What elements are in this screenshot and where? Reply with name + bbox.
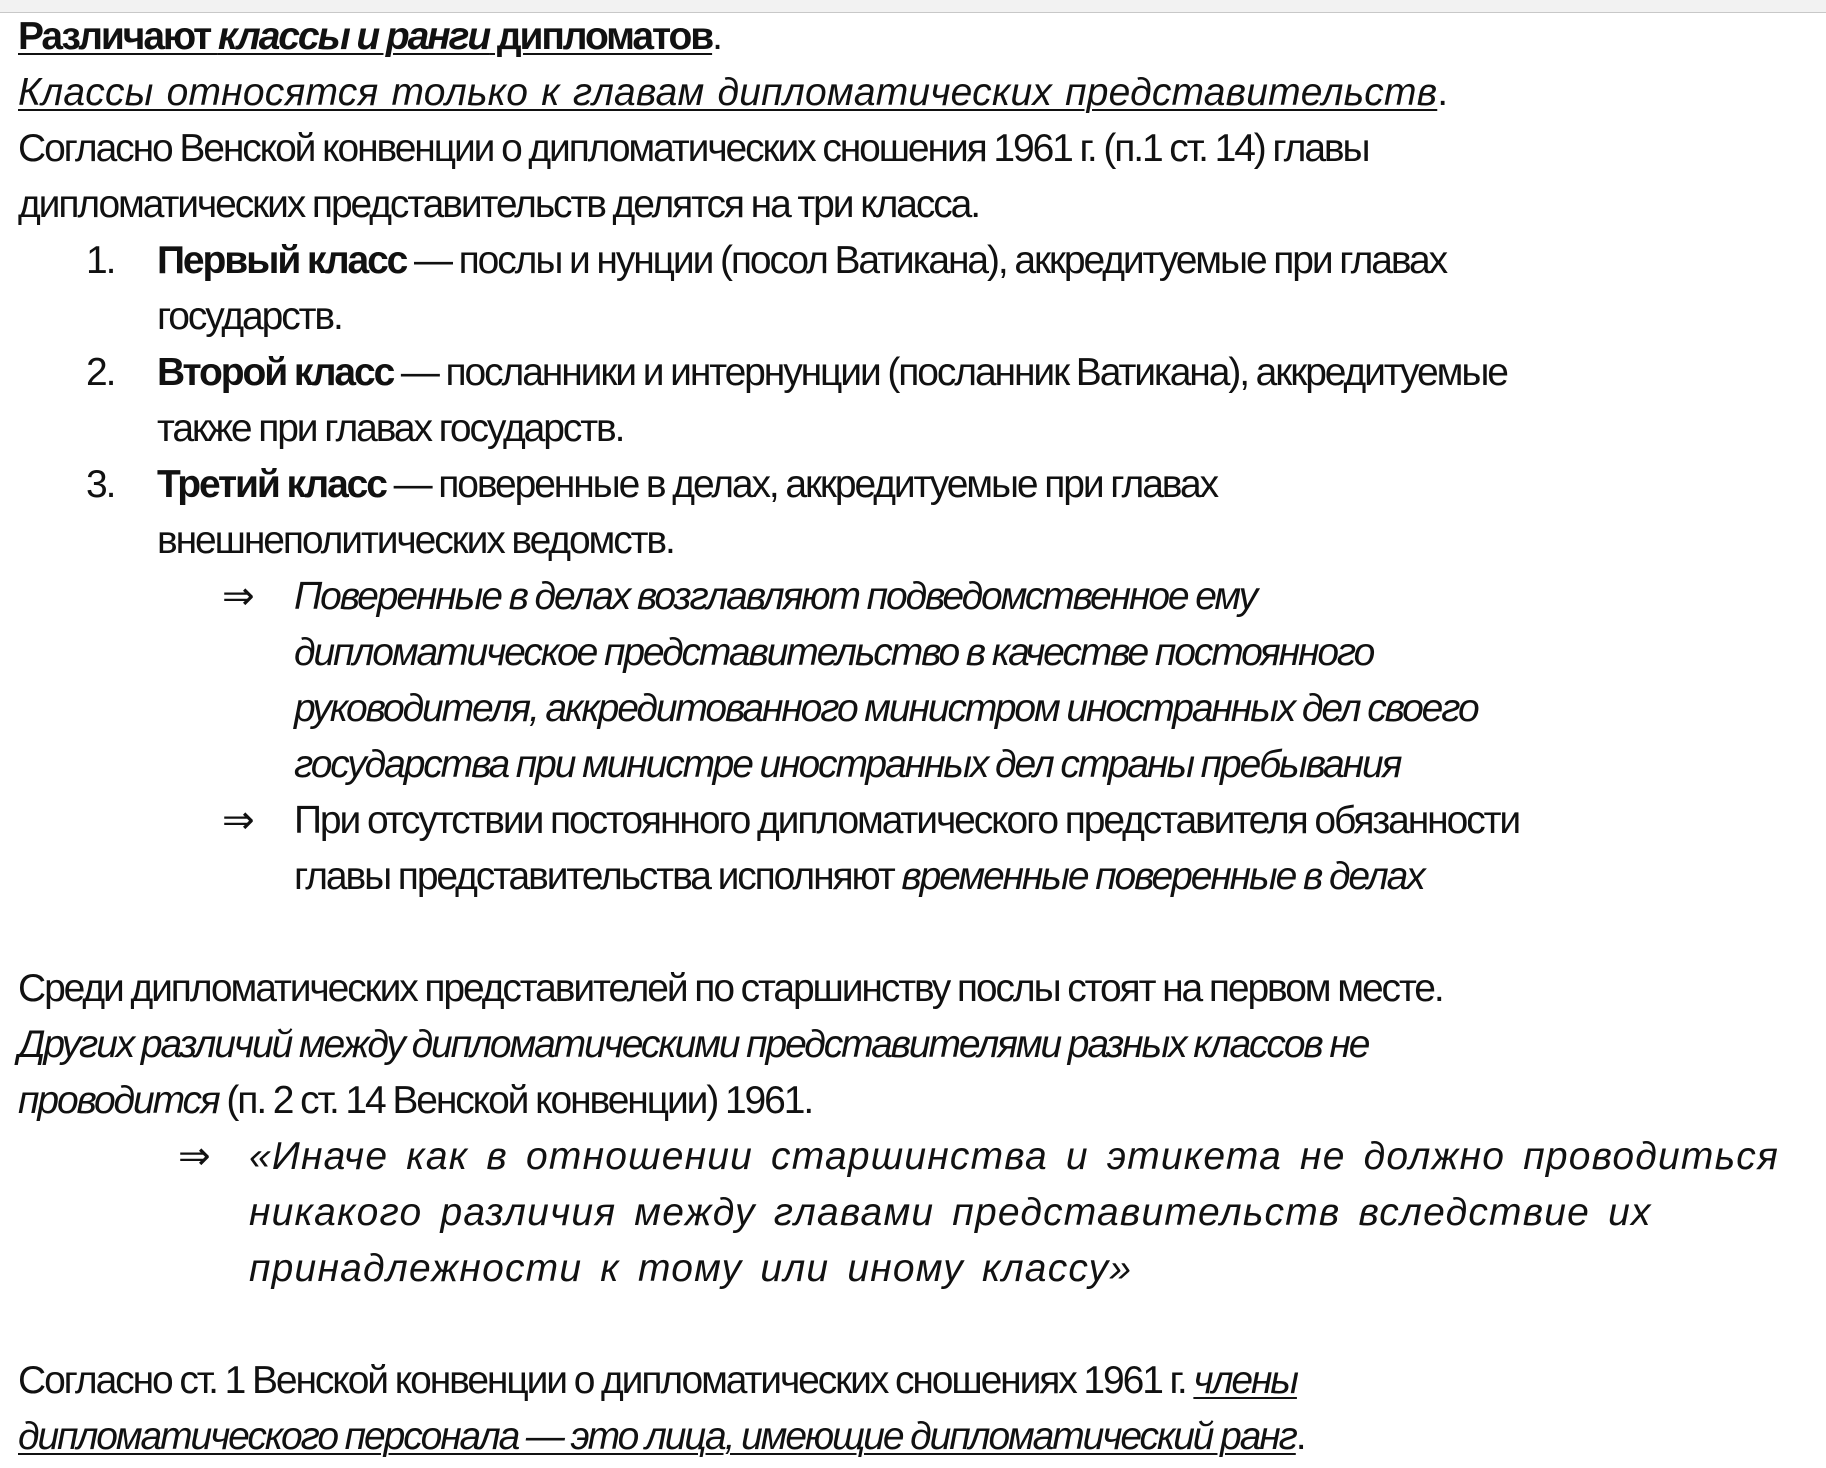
list-item-text-cont: также при главах государств.: [157, 407, 624, 450]
list-number: 2.: [86, 351, 115, 394]
arrow-icon: ⇒: [222, 575, 255, 618]
arrow-bullet-chargé: [18, 569, 1818, 793]
bullet-line: При отсутствии постоянного дипломатического представителя обязанности: [294, 799, 1520, 842]
classes-note-period: .: [1437, 71, 1449, 114]
heading: [18, 9, 1818, 65]
bullet-line: руководителя, аккредитованного министром иностранных дел своего: [294, 687, 1478, 730]
bullet-line: Поверенные в делах возглавляют подведомственное ему: [294, 575, 1257, 618]
quote-line: принадлежности к тому или иному классу»: [249, 1247, 1133, 1290]
list-number: 3.: [86, 463, 115, 506]
list-item-text: — послы и нунции (посол Ватикана), аккредитуемые при главах: [406, 239, 1446, 282]
spacer: [18, 1297, 1818, 1353]
intro-line-2: дипломатических представительств делятся на три класса.: [18, 183, 979, 226]
seniority-line-3-italic: проводится: [18, 1079, 219, 1122]
classes-note: [18, 65, 1818, 121]
list-item: [18, 345, 1818, 457]
quote-bullet: [18, 1129, 1818, 1297]
classes-note-text: Классы относятся только к главам дипломатических представительств: [18, 71, 1438, 114]
closing-line-1-plain: Согласно ст. 1 Венской конвенции о дипломатических сношениях 1961 г.: [18, 1359, 1194, 1402]
list-item-title: Второй класс: [157, 351, 394, 394]
list-item-text-cont: государств.: [157, 295, 342, 338]
closing-period: .: [1295, 1415, 1305, 1458]
bullet-line: государства при министре иностранных дел страны пребывания: [294, 743, 1401, 786]
bullet-line-italic: временные поверенные в делах: [901, 855, 1424, 898]
spacer: [18, 905, 1818, 961]
bullet-line: дипломатическое представительство в качестве постоянного: [294, 631, 1374, 674]
heading-text: Различают: [18, 15, 218, 58]
arrow-icon: ⇒: [222, 799, 255, 842]
list-item-title: Первый класс: [157, 239, 407, 282]
class-list: [18, 233, 1818, 569]
document-page: [18, 9, 1818, 1465]
heading-emphasis: классы и ранги: [217, 15, 490, 58]
closing-line-1-underlined: члены: [1193, 1359, 1297, 1402]
bullet-line-plain: главы представительства исполняют: [294, 855, 902, 898]
intro-line-1: Согласно Венской конвенции о дипломатических сношения 1961 г. (п.1 ст. 14) главы: [18, 127, 1369, 170]
seniority-line-2: Других различий между дипломатическими представителями разных классов не: [18, 1023, 1369, 1066]
quote-line: никакого различия между главами представительств вследствие их: [249, 1191, 1652, 1234]
heading-text-end: дипломатов: [489, 15, 713, 58]
list-item: [18, 233, 1818, 345]
arrow-icon: ⇒: [178, 1135, 211, 1178]
closing-line-2-underlined: дипломатического персонала — это лица, имеющие дипломатический ранг: [18, 1415, 1296, 1458]
quote-line: «Иначе как в отношении старшинства и этикета не должно проводиться: [249, 1135, 1780, 1178]
list-item: [18, 457, 1818, 569]
heading-period: .: [712, 15, 721, 58]
list-item-title: Третий класс: [157, 463, 386, 506]
list-item-text: — поверенные в делах, аккредитуемые при главах: [385, 463, 1217, 506]
seniority-line-1: Среди дипломатических представителей по старшинству послы стоят на первом месте.: [18, 967, 1443, 1010]
list-item-text: — посланники и интернунции (посланник Ватикана), аккредитуемые: [393, 351, 1507, 394]
list-item-text-cont: внешнеполитических ведомств.: [157, 519, 674, 562]
list-number: 1.: [86, 239, 115, 282]
arrow-bullet-temporary: [18, 793, 1818, 905]
seniority-line-3-plain: (п. 2 ст. 14 Венской конвенции) 1961.: [218, 1079, 813, 1122]
